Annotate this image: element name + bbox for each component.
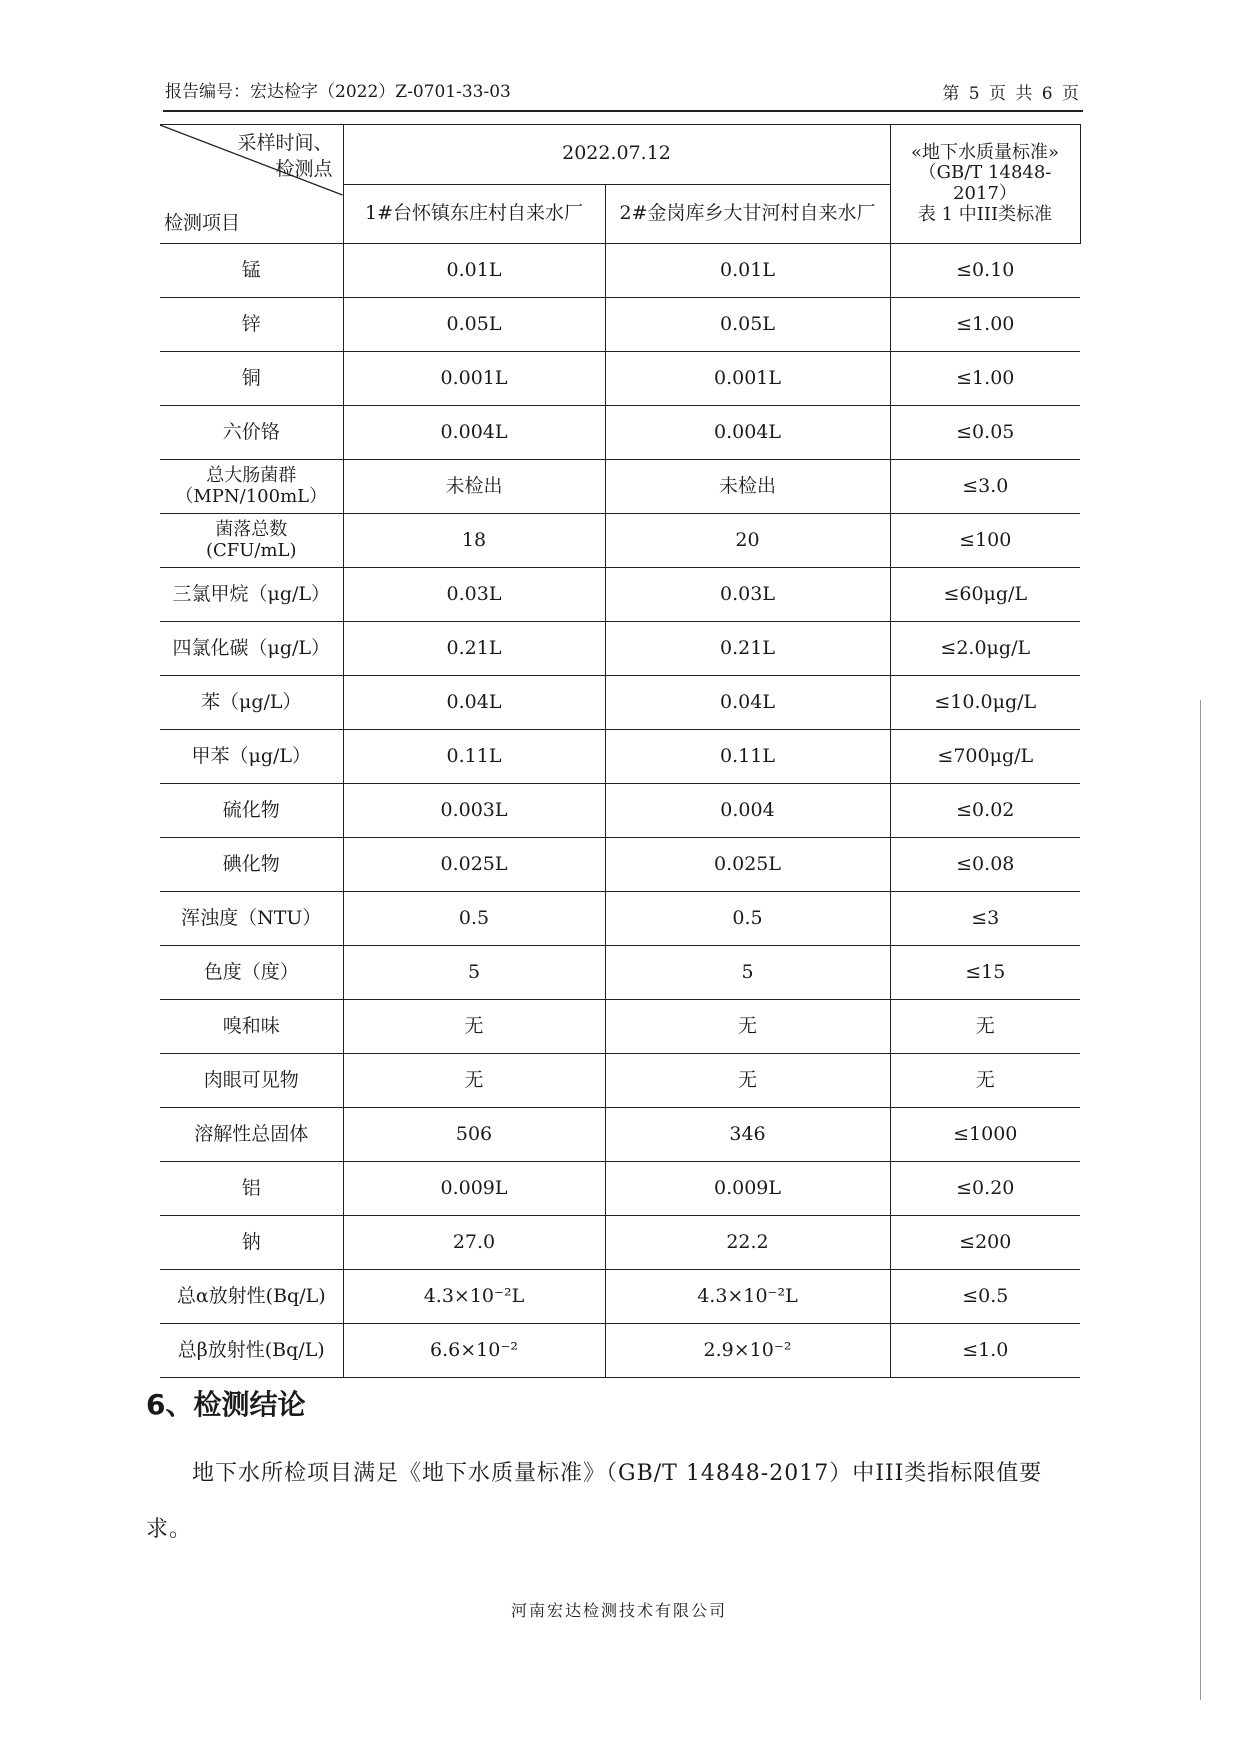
item-name: 铝 [160,1162,343,1216]
standard-limit: 无 [890,1054,1080,1108]
item-name: 菌落总数 (CFU/mL) [160,514,343,568]
site-1-value: 无 [343,1000,605,1054]
conclusion-text: 地下水所检项目满足《地下水质量标准》（GB/T 14848-2017）中III类指标限值要求。 [146,1461,1043,1542]
section-title: 6、检测结论 [146,1388,306,1421]
site-1-value: 0.04L [343,676,605,730]
standard-limit: 无 [890,1000,1080,1054]
site-1-value: 未检出 [343,460,605,514]
standard-limit: ≤3.0 [890,460,1080,514]
site-1-value: 27.0 [343,1216,605,1270]
site-2-value: 0.025L [605,838,890,892]
site-2-value: 无 [605,1054,890,1108]
site-2-value: 0.05L [605,298,890,352]
table-row [160,1270,1080,1324]
site-2-value: 346 [605,1108,890,1162]
site-2-value: 未检出 [605,460,890,514]
site-2-value: 0.004L [605,406,890,460]
page-header [163,74,1083,112]
page-indicator: 第 5 页 共 6 页 [942,84,1081,104]
site-2-value: 0.11L [605,730,890,784]
item-name: 钠 [160,1216,343,1270]
item-name: 嗅和味 [160,1000,343,1054]
table-row [160,676,1080,730]
company-footer: 河南宏达检测技术有限公司 [510,1601,727,1620]
corner-header-cell [160,125,343,244]
site-2-value: 4.3×10⁻²L [605,1270,890,1324]
table-row [160,730,1080,784]
site-2-value: 0.004 [605,784,890,838]
table-row [160,1324,1080,1378]
corner-bottom-label: 检测项目 [164,212,241,235]
site-2-value: 0.04L [605,676,890,730]
site-1-value: 5 [343,946,605,1000]
site-2-value: 0.5 [605,892,890,946]
standard-limit: ≤15 [890,946,1080,1000]
table-header-row [160,125,1080,185]
standard-limit: ≤3 [890,892,1080,946]
standard-limit: ≤100 [890,514,1080,568]
site-1-header: 1#台怀镇东庄村自来水厂 [343,184,605,244]
table-row [160,622,1080,676]
standard-limit: ≤2.0μg/L [890,622,1080,676]
table-row [160,406,1080,460]
table-row [160,784,1080,838]
table-row [160,298,1080,352]
site-1-value: 0.11L [343,730,605,784]
item-name: 苯（μg/L） [160,676,343,730]
item-name: 色度（度） [160,946,343,1000]
standard-limit: ≤60μg/L [890,568,1080,622]
item-name: 甲苯（μg/L） [160,730,343,784]
site-1-value: 0.025L [343,838,605,892]
table-row [160,352,1080,406]
standard-header: «地下水质量标准» （GB/T 14848-2017） 表 1 中III类标准 [890,125,1080,244]
site-2-value: 0.03L [605,568,890,622]
site-2-value: 5 [605,946,890,1000]
standard-limit: ≤1.00 [890,352,1080,406]
table-row [160,1054,1080,1108]
site-1-value: 0.001L [343,352,605,406]
standard-limit: ≤1.00 [890,298,1080,352]
site-2-value: 0.001L [605,352,890,406]
sampling-date: 2022.07.12 [343,125,890,185]
table-row [160,514,1080,568]
site-1-value: 0.5 [343,892,605,946]
standard-limit: ≤0.5 [890,1270,1080,1324]
report-number: 报告编号：宏达检字（2022）Z-0701-33-03 [165,82,511,102]
standard-limit: ≤1000 [890,1108,1080,1162]
site-1-value: 506 [343,1108,605,1162]
site-1-value: 4.3×10⁻²L [343,1270,605,1324]
site-1-value: 18 [343,514,605,568]
item-name: 浑浊度（NTU） [160,892,343,946]
item-name: 锌 [160,298,343,352]
item-name: 总β放射性(Bq/L) [160,1324,343,1378]
item-name: 碘化物 [160,838,343,892]
table-row [160,946,1080,1000]
site-2-value: 0.21L [605,622,890,676]
table-row [160,460,1080,514]
site-1-value: 6.6×10⁻² [343,1324,605,1378]
table-row [160,1000,1080,1054]
standard-limit: ≤700μg/L [890,730,1080,784]
item-name: 硫化物 [160,784,343,838]
site-2-value: 20 [605,514,890,568]
table-row [160,244,1080,298]
site-1-value: 0.21L [343,622,605,676]
site-1-value: 无 [343,1054,605,1108]
site-2-value: 2.9×10⁻² [605,1324,890,1378]
binding-edge-line [1200,700,1201,1700]
standard-limit: ≤0.05 [890,406,1080,460]
results-table [160,124,1081,1378]
item-name: 铜 [160,352,343,406]
site-1-value: 0.003L [343,784,605,838]
item-name: 肉眼可见物 [160,1054,343,1108]
item-name: 总大肠菌群 （MPN/100mL） [160,460,343,514]
item-name: 锰 [160,244,343,298]
site-1-value: 0.01L [343,244,605,298]
standard-limit: ≤1.0 [890,1324,1080,1378]
site-1-value: 0.03L [343,568,605,622]
table-row [160,1216,1080,1270]
standard-limit: ≤0.10 [890,244,1080,298]
site-1-value: 0.004L [343,406,605,460]
standard-limit: ≤0.20 [890,1162,1080,1216]
corner-top-label: 采样时间、 检测点 [237,132,333,180]
table-row [160,892,1080,946]
standard-limit: ≤0.02 [890,784,1080,838]
site-2-value: 0.01L [605,244,890,298]
table-row [160,1162,1080,1216]
standard-limit: ≤10.0μg/L [890,676,1080,730]
standard-limit: ≤0.08 [890,838,1080,892]
site-1-value: 0.05L [343,298,605,352]
item-name: 四氯化碳（μg/L） [160,622,343,676]
item-name: 溶解性总固体 [160,1108,343,1162]
site-2-value: 无 [605,1000,890,1054]
table-row [160,838,1080,892]
item-name: 六价铬 [160,406,343,460]
item-name: 三氯甲烷（μg/L） [160,568,343,622]
site-1-value: 0.009L [343,1162,605,1216]
site-2-value: 22.2 [605,1216,890,1270]
item-name: 总α放射性(Bq/L) [160,1270,343,1324]
standard-limit: ≤200 [890,1216,1080,1270]
site-2-value: 0.009L [605,1162,890,1216]
site-2-header: 2#金岗库乡大甘河村自来水厂 [605,184,890,244]
table-row [160,1108,1080,1162]
table-row [160,568,1080,622]
